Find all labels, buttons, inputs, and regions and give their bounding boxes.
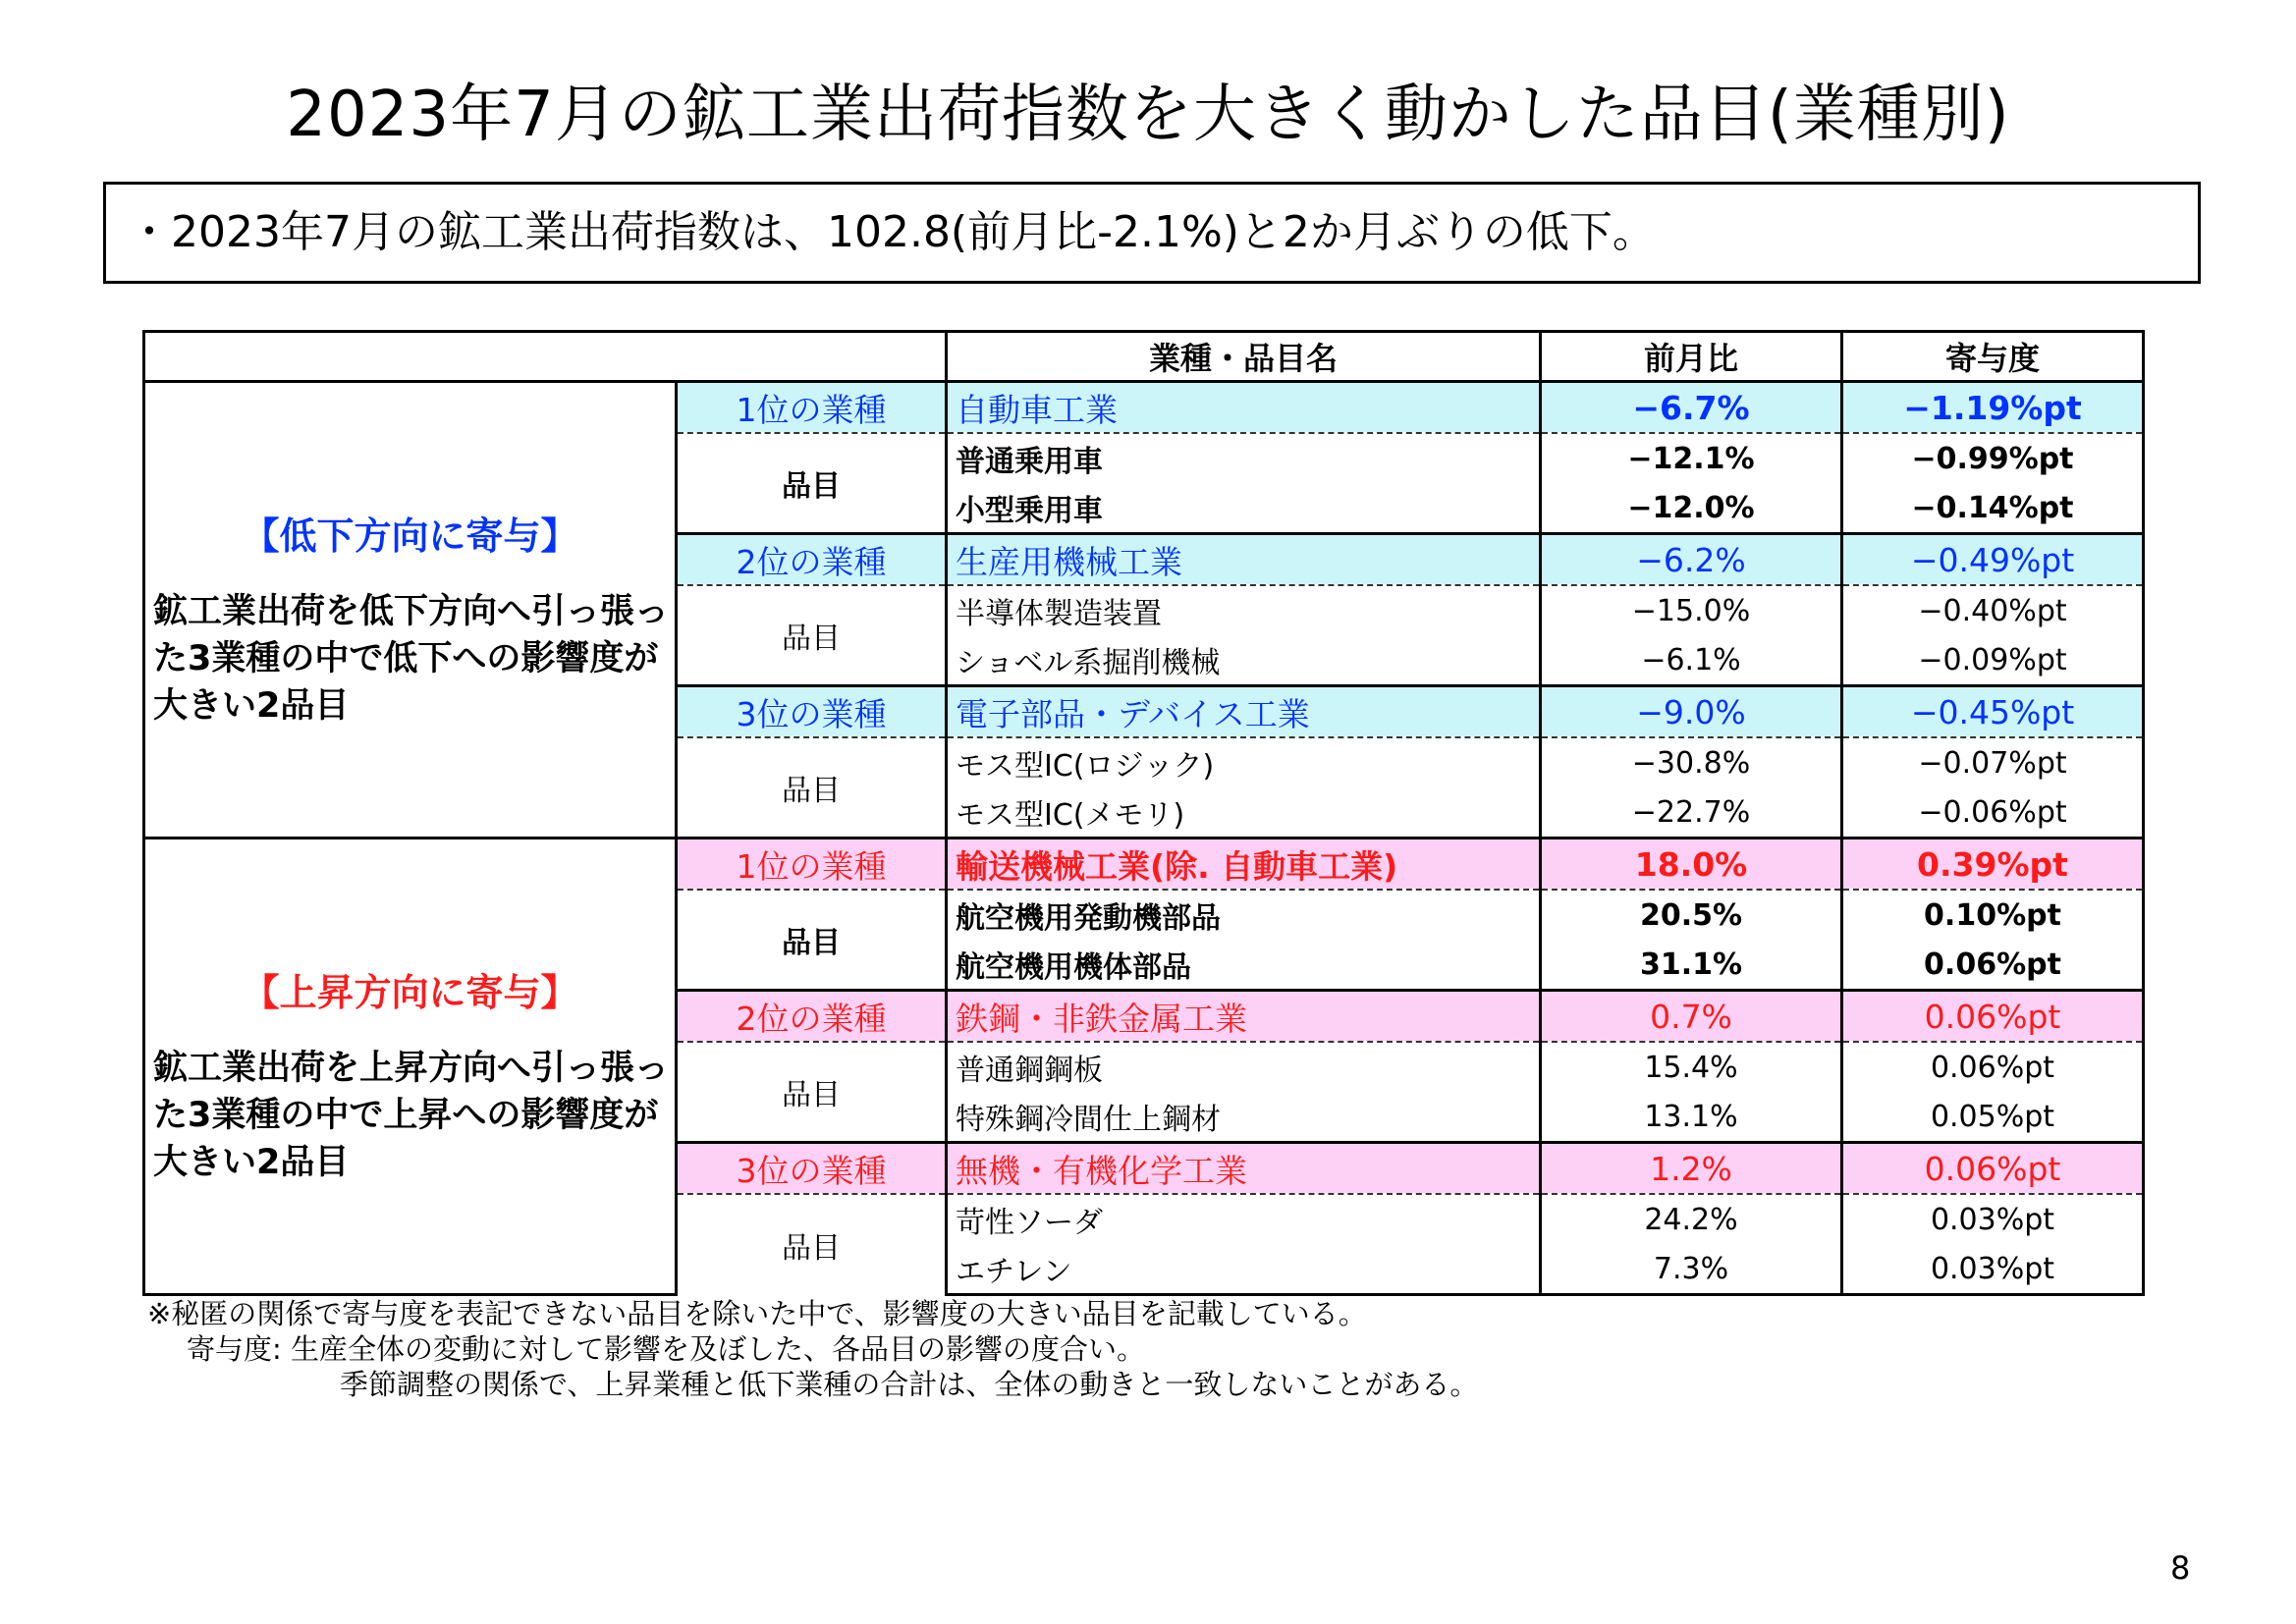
- item-mom: 20.5%: [1541, 890, 1842, 940]
- item-contrib: 0.03%pt: [1842, 1244, 2144, 1295]
- item-label: 品目: [677, 585, 947, 686]
- item-contrib: 0.03%pt: [1842, 1194, 2144, 1244]
- item-mom: −30.8%: [1541, 737, 1842, 787]
- decrease-section-label: [144, 382, 677, 839]
- item-label: 品目: [677, 737, 947, 839]
- item-name: モス型IC(ロジック): [947, 737, 1541, 787]
- industry-name: 鉄鋼・非鉄金属工業: [947, 991, 1541, 1043]
- item-label: 品目: [677, 1194, 947, 1295]
- item-name: モス型IC(メモリ): [947, 787, 1541, 839]
- industry-rank: 1位の業種: [677, 839, 947, 891]
- increase-section-label: [144, 839, 677, 1295]
- industry-mom: 0.7%: [1541, 991, 1842, 1043]
- item-mom: −12.0%: [1541, 483, 1842, 534]
- item-contrib: −0.09%pt: [1842, 635, 2144, 686]
- item-mom: 15.4%: [1541, 1042, 1842, 1092]
- table-row: [144, 382, 2144, 434]
- item-name: エチレン: [947, 1244, 1541, 1295]
- item-contrib: 0.10%pt: [1842, 890, 2144, 940]
- footnote-line: ※秘匿の関係で寄与度を表記できない品目を除いた中で、影響度の大きい品目を記載している。: [147, 1297, 1367, 1330]
- item-mom: −15.0%: [1541, 585, 1842, 635]
- increase-heading: 【上昇方向に寄与】: [242, 971, 578, 1014]
- item-name: 航空機用発動機部品: [947, 890, 1541, 940]
- item-name: 特殊鋼冷間仕上鋼材: [947, 1092, 1541, 1143]
- decrease-heading: 【低下方向に寄与】: [242, 514, 578, 558]
- table-row: [144, 839, 2144, 891]
- decrease-description: 鉱工業出荷を低下方向へ引っ張った3業種の中で低下への影響度が大きい2品目: [153, 592, 670, 726]
- item-mom: −22.7%: [1541, 787, 1842, 839]
- industry-contrib: 0.06%pt: [1842, 1143, 2144, 1195]
- footnotes: [147, 1296, 1478, 1402]
- item-contrib: 0.05%pt: [1842, 1092, 2144, 1143]
- industry-rank: 2位の業種: [677, 991, 947, 1043]
- item-name: 普通鋼鋼板: [947, 1042, 1541, 1092]
- industry-mom: −6.2%: [1541, 534, 1842, 586]
- item-contrib: −0.40%pt: [1842, 585, 2144, 635]
- item-contrib: −0.07%pt: [1842, 737, 2144, 787]
- increase-description: 鉱工業出荷を上昇方向へ引っ張った3業種の中で上昇への影響度が大きい2品目: [153, 1049, 670, 1182]
- industry-contrib: 0.06%pt: [1842, 991, 2144, 1043]
- item-name: 小型乗用車: [947, 483, 1541, 534]
- item-mom: −12.1%: [1541, 433, 1842, 483]
- industry-contrib: 0.39%pt: [1842, 839, 2144, 891]
- item-name: 航空機用機体部品: [947, 940, 1541, 991]
- footnote-line: 季節調整の関係で、上昇業種と低下業種の合計は、全体の動きと一致しないことがある。: [340, 1368, 1479, 1401]
- industry-name: 電子部品・デバイス工業: [947, 686, 1541, 738]
- industry-rank: 3位の業種: [677, 1143, 947, 1195]
- contribution-table: [142, 330, 2145, 1296]
- industry-contrib: −0.45%pt: [1842, 686, 2144, 738]
- industry-rank: 1位の業種: [677, 382, 947, 434]
- industry-contrib: −1.19%pt: [1842, 382, 2144, 434]
- summary-box: ・2023年7月の鉱工業出荷指数は、102.8(前月比-2.1%)と2か月ぶりの低下。: [103, 182, 2201, 284]
- item-contrib: 0.06%pt: [1842, 1042, 2144, 1092]
- item-contrib: −0.99%pt: [1842, 433, 2144, 483]
- industry-mom: 1.2%: [1541, 1143, 1842, 1195]
- industry-rank: 2位の業種: [677, 534, 947, 586]
- item-name: 半導体製造装置: [947, 585, 1541, 635]
- item-mom: −6.1%: [1541, 635, 1842, 686]
- header-blank: [144, 332, 947, 382]
- industry-mom: −9.0%: [1541, 686, 1842, 738]
- item-name: 普通乗用車: [947, 433, 1541, 483]
- industry-name: 自動車工業: [947, 382, 1541, 434]
- industry-mom: 18.0%: [1541, 839, 1842, 891]
- header-mom: 前月比: [1541, 332, 1842, 382]
- industry-contrib: −0.49%pt: [1842, 534, 2144, 586]
- item-contrib: 0.06%pt: [1842, 940, 2144, 991]
- header-name: 業種・品目名: [947, 332, 1541, 382]
- footnote-line: 寄与度: 生産全体の変動に対して影響を及ぼした、各品目の影響の度合い。: [187, 1332, 1145, 1366]
- item-contrib: −0.14%pt: [1842, 483, 2144, 534]
- industry-rank: 3位の業種: [677, 686, 947, 738]
- industry-name: 無機・有機化学工業: [947, 1143, 1541, 1195]
- item-mom: 24.2%: [1541, 1194, 1842, 1244]
- item-contrib: −0.06%pt: [1842, 787, 2144, 839]
- item-label: 品目: [677, 433, 947, 534]
- item-mom: 7.3%: [1541, 1244, 1842, 1295]
- page-number: 8: [2170, 1549, 2191, 1587]
- item-mom: 31.1%: [1541, 940, 1842, 991]
- item-label: 品目: [677, 890, 947, 991]
- page-title: 2023年7月の鉱工業出荷指数を大きく動かした品目(業種別): [286, 79, 2010, 151]
- industry-mom: −6.7%: [1541, 382, 1842, 434]
- item-name: ショベル系掘削機械: [947, 635, 1541, 686]
- item-label: 品目: [677, 1042, 947, 1143]
- item-name: 苛性ソーダ: [947, 1194, 1541, 1244]
- industry-name: 輸送機械工業(除. 自動車工業): [947, 839, 1541, 891]
- table-header-row: [144, 332, 2144, 382]
- header-contrib: 寄与度: [1842, 332, 2144, 382]
- item-mom: 13.1%: [1541, 1092, 1842, 1143]
- industry-name: 生産用機械工業: [947, 534, 1541, 586]
